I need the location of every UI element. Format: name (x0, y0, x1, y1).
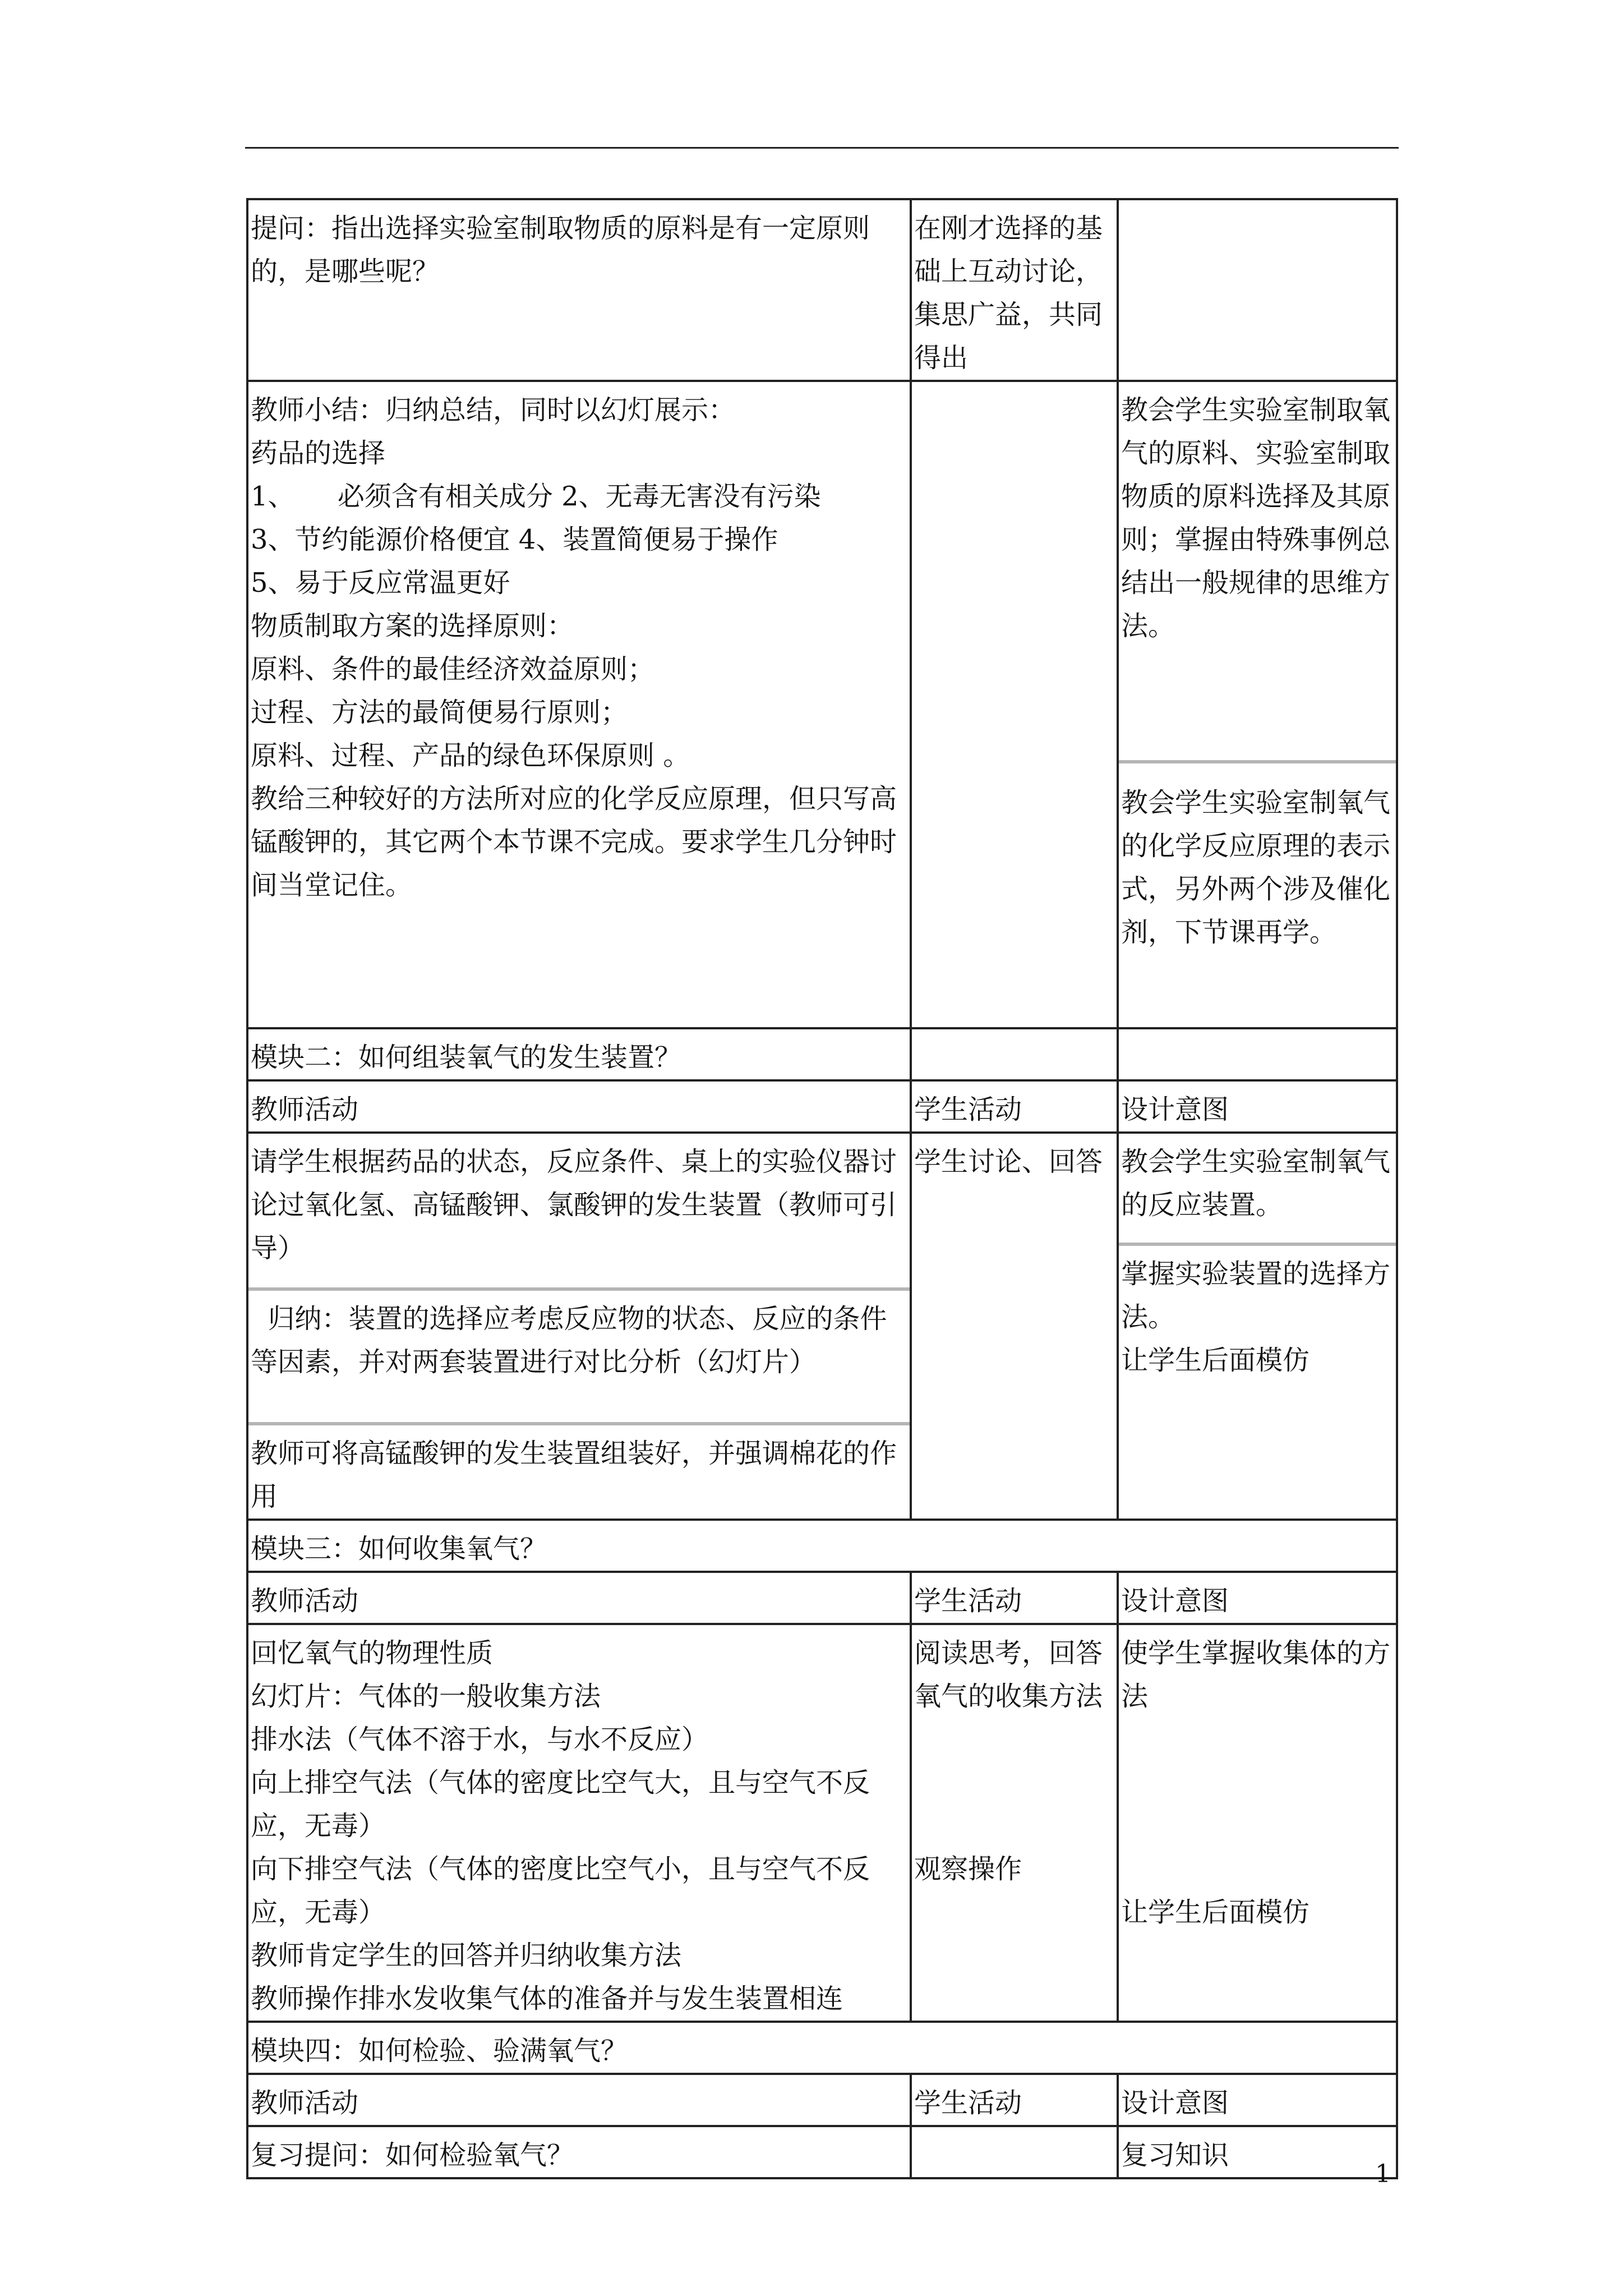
module-title: 模块二：如何组装氧气的发生装置？ (251, 1042, 682, 1073)
table-row (247, 2022, 1397, 2074)
teacher-activity-cell: 提问：指出选择实验室制取物质的原料是有一定原则的，是哪些呢？ (247, 199, 911, 381)
summary-line: 1、 必须含有相关成分 2、无毒无害没有污染 (251, 481, 821, 512)
page-number: 1 (1375, 2160, 1391, 2188)
summary-line: 教师小结：归纳总结，同时以幻灯展示： (251, 394, 736, 426)
teacher-activity-cell (247, 1624, 911, 2022)
teacher-activity-cell (247, 1133, 911, 1520)
lesson-plan-table (246, 198, 1398, 2179)
teacher-activity-c: 教师可将高锰酸钾的发生装置组装好，并强调棉花的作用 (251, 1438, 897, 1512)
design-intent-cell (1118, 1133, 1397, 1520)
student-activity-cell: 在刚才选择的基础上互动讨论，集思广益，共同得出 (911, 199, 1118, 381)
teacher-activity-a: 请学生根据药品的状态，反应条件、桌上的实验仪器讨论过氧化氢、高锰酸钾、氯酸钾的发生装置（教师可引导） (251, 1146, 897, 1264)
student-activity-cell (911, 2126, 1118, 2178)
module-title: 模块三：如何收集氧气？ (251, 1533, 547, 1565)
column-header: 学生活动 (911, 1080, 1118, 1133)
module-title-cell (247, 1028, 911, 1080)
summary-line: 3、节约能源价格便宜 4、装置简便易于操作 (251, 524, 778, 555)
student-activity-a: 阅读思考，回答氧气的收集方法 (914, 1637, 1103, 1712)
column-header: 教师活动 (247, 1080, 911, 1133)
table-header-row (247, 1080, 1397, 1133)
table-row (247, 1133, 1397, 1520)
design-intent-cell (1118, 381, 1397, 1028)
design-intent-a: 使学生掌握收集体的方法 (1121, 1637, 1391, 1712)
column-header: 设计意图 (1118, 1572, 1397, 1624)
summary-line: 物质制取方案的选择原则： (251, 610, 574, 642)
module-title-cell (247, 2022, 1397, 2074)
teacher-activity-cell: 复习提问：如何检验氧气？ (247, 2126, 911, 2178)
design-intent-cell (1118, 1624, 1397, 2022)
column-header: 设计意图 (1118, 1080, 1397, 1133)
table-row (247, 2126, 1397, 2178)
design-intent-c: 让学生后面模仿 (1121, 1345, 1310, 1376)
module-title: 模块四：如何检验、验满氧气？ (251, 2035, 628, 2067)
column-header: 教师活动 (247, 1572, 911, 1624)
student-activity-cell (911, 381, 1118, 1028)
column-header: 学生活动 (911, 1572, 1118, 1624)
summary-line: 原料、过程、产品的绿色环保原则 。 (251, 740, 690, 771)
activity-line: 向下排空气法（气体的密度比空气小，且与空气不反应，无毒） (251, 1853, 870, 1928)
teacher-activity-b: 归纳：装置的选择应考虑反应物的状态、反应的条件等因素，并对两套装置进行对比分析（幻灯片） (251, 1303, 887, 1378)
module-title-cell (247, 1520, 1397, 1572)
design-intent-cell (1118, 199, 1397, 381)
header-rule (245, 147, 1399, 149)
design-intent-b: 教会学生实验室制氧气的化学反应原理的表示式，另外两个涉及催化剂，下节课再学。 (1121, 787, 1391, 948)
summary-line: 教给三种较好的方法所对应的化学反应原理，但只写高锰酸钾的，其它两个本节课不完成。要求学生几分钟时间当堂记住。 (251, 783, 897, 901)
design-intent-cell: 复习知识 (1118, 2126, 1397, 2178)
table-row (247, 381, 1397, 1028)
column-header: 设计意图 (1118, 2074, 1397, 2126)
column-header: 学生活动 (911, 2074, 1118, 2126)
summary-line: 原料、条件的最佳经济效益原则； (251, 654, 655, 685)
summary-line: 过程、方法的最简便易行原则； (251, 697, 628, 728)
table-header-row (247, 2074, 1397, 2126)
design-intent-b: 掌握实验装置的选择方法。 (1121, 1258, 1391, 1333)
student-activity-cell: 学生讨论、回答 (911, 1133, 1118, 1520)
activity-line: 回忆氧气的物理性质 (251, 1637, 494, 1669)
activity-line: 教师操作排水发收集气体的准备并与发生装置相连 (251, 1983, 843, 2014)
table-row (247, 1028, 1397, 1080)
summary-line: 药品的选择 (251, 438, 386, 469)
table-row (247, 1520, 1397, 1572)
table-header-row (247, 1572, 1397, 1624)
table-row (247, 1624, 1397, 2022)
student-activity-cell (911, 1624, 1118, 2022)
teacher-summary-cell (247, 381, 911, 1028)
design-intent-b: 让学生后面模仿 (1121, 1897, 1310, 1928)
student-activity-b: 观察操作 (914, 1853, 1022, 1885)
activity-line: 幻灯片：气体的一般收集方法 (251, 1681, 601, 1712)
activity-line: 教师肯定学生的回答并归纳收集方法 (251, 1940, 682, 1971)
cell-divider (1119, 760, 1398, 763)
activity-line: 排水法（气体不溶于水，与水不反应） (251, 1724, 709, 1755)
design-intent-a: 教会学生实验室制氧气的反应装置。 (1121, 1146, 1391, 1221)
activity-line: 向上排空气法（气体的密度比空气大，且与空气不反应，无毒） (251, 1767, 870, 1842)
summary-line: 5、易于反应常温更好 (251, 567, 510, 599)
column-header: 教师活动 (247, 2074, 911, 2126)
design-intent-a: 教会学生实验室制取氧气的原料、实验室制取物质的原料选择及其原则；掌握由特殊事例总结出一般规律的思维方法。 (1121, 394, 1391, 642)
table-row (247, 199, 1397, 381)
